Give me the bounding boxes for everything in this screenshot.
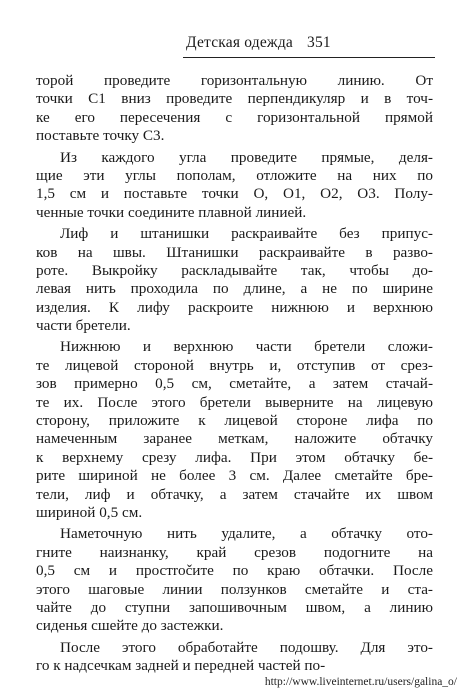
- text-line: роте. Выкройку раскладывайте так, чтобы до-: [36, 261, 433, 279]
- text-line: Нижнюю и верхнюю части бретели сложи-: [60, 338, 433, 356]
- header-rule: [183, 57, 435, 58]
- text-line: зов примерно 0,5 см, сметайте, а затем стачай-: [36, 375, 433, 393]
- text-line: ке его пересечения с горизонтальной прямой: [36, 108, 433, 126]
- paragraph: [36, 149, 433, 223]
- text-line: точки С1 вниз проведите перпендикуляр и в точ-: [36, 90, 433, 108]
- text-line: изделия. К лифу раскроите нижнюю и верхнюю: [36, 298, 433, 316]
- text-line: левая нить проходила по длине, а не по ширине: [36, 280, 433, 298]
- source-url: http://www.liveinternet.ru/users/galina_o/: [264, 676, 457, 688]
- text-line: намеченным заранее меткам, наложите обтачку: [36, 430, 433, 448]
- text-line: После этого обработайте подошву. Для это-: [60, 638, 433, 656]
- text-line: Из каждого угла проведите прямые, деля-: [60, 148, 433, 166]
- text-line: гните наизнанку, край срезов подогните на: [36, 543, 433, 561]
- text-line: поставьте точку С3.: [36, 127, 165, 145]
- text-line: сиденья сшейте до застежки.: [36, 617, 224, 635]
- text-line: Наметочную нить удалите, а обтачку ото-: [60, 525, 433, 543]
- paragraph: [36, 525, 433, 635]
- text-line: 1,5 см и поставьте точки О, О1, О2, О3. Полу-: [36, 185, 433, 203]
- text-line: те их. После этого бретели выверните на лицевую: [36, 393, 433, 411]
- text-line: этого шаговые линии ползунков сметайте и ста-: [36, 580, 433, 598]
- text-line: ков на швы. Штанишки раскраивайте в разво-: [36, 243, 433, 261]
- paragraph: [36, 338, 433, 522]
- text-line: шириной 0,5 см.: [36, 503, 143, 521]
- text-line: щие эти углы пополам, отложите на них по: [36, 166, 433, 184]
- page-number: 351: [307, 34, 331, 51]
- running-head: [186, 34, 446, 52]
- paragraph: [36, 72, 433, 146]
- text-line: Лиф и штанишки раскраивайте без припус-: [60, 225, 433, 243]
- text-line: 0,5 см и простročите по краю обтачки. После: [36, 562, 433, 580]
- text-line: торой проведите горизонтальную линию. От: [36, 72, 433, 89]
- text-line: части бретели.: [36, 317, 131, 335]
- text-line: го к надсечкам задней и передней частей по-: [36, 657, 326, 675]
- text-line: ченные точки соедините плавной линией.: [36, 203, 307, 221]
- chapter-title: Детская одежда: [186, 34, 294, 51]
- paragraph: [36, 639, 433, 676]
- text-line: те лицевой стороной внутрь и, отступив от срез-: [36, 356, 433, 374]
- paragraph: [36, 225, 433, 335]
- body-text: [36, 72, 433, 676]
- text-line: рите шириной не более 3 см. Далее сметайте бре-: [36, 467, 433, 485]
- text-line: к верхнему срезу лифа. При этом обтачку бе-: [36, 448, 433, 466]
- text-line: сторону, приложите к лицевой стороне лифа по: [36, 412, 433, 430]
- text-line: чайте до ступни запошивочным швом, а линию: [36, 598, 433, 616]
- text-line: тели, лиф и обтачку, а затем стачайте их швом: [36, 485, 433, 503]
